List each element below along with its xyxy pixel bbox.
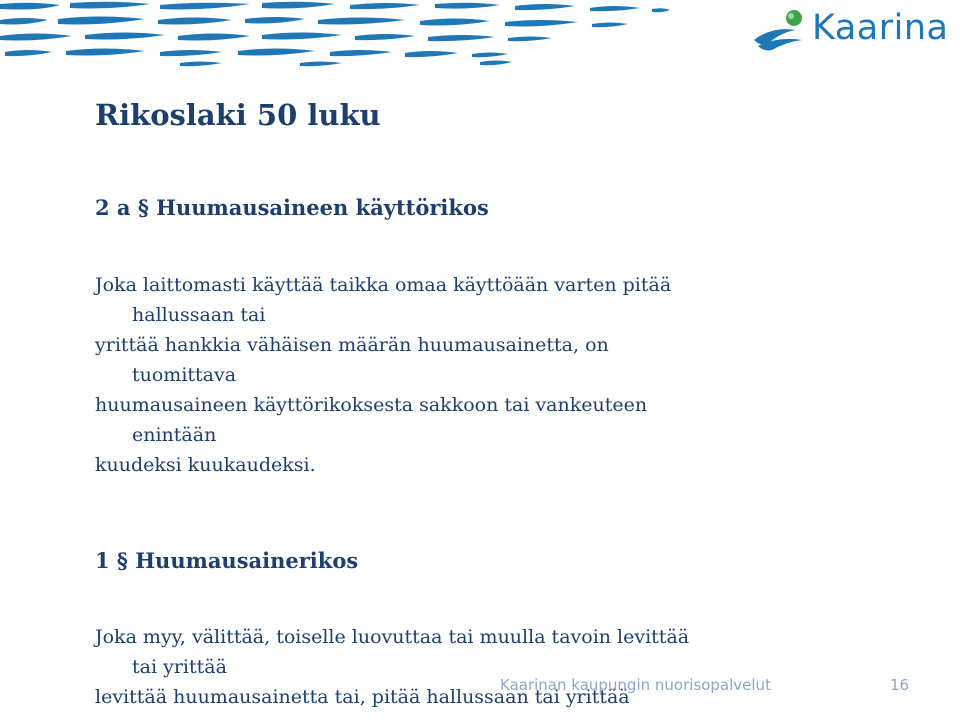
text-line: kuudeksi kuukaudeksi. xyxy=(95,454,316,476)
text-line: yrittää hankkia vähäisen määrän huumausainetta, on xyxy=(95,334,609,356)
text-line-continued: hallussaan tai xyxy=(132,304,266,326)
section-heading: 1 § Huumausainerikos xyxy=(95,548,359,573)
logo-text: Kaarina xyxy=(812,8,949,48)
text-line-continued: enintään xyxy=(132,424,217,446)
page-number: 16 xyxy=(890,676,910,694)
text-line: Joka laittomasti käyttää taikka omaa käyttöään varten pitää xyxy=(95,274,672,296)
wave-banner-decoration xyxy=(0,0,680,70)
section-huumausainerikos-text xyxy=(95,622,915,712)
text-line-continued: tai yrittää xyxy=(132,656,227,678)
section-kayttorikos xyxy=(95,195,915,221)
section-heading: 2 a § Huumausaineen käyttörikos xyxy=(95,195,489,220)
text-line: levittää huumausainetta tai, pitää hallussaan tai yrittää xyxy=(95,686,630,708)
slide-title: Rikoslaki 50 luku xyxy=(95,98,381,132)
kaarina-logo[interactable] xyxy=(752,6,957,52)
section-kayttorikos-text xyxy=(95,270,915,480)
text-line-continued: tuomittava xyxy=(132,364,237,386)
text-line: Joka myy, välittää, toiselle luovuttaa tai muulla tavoin levittää xyxy=(95,626,690,648)
footer-organization: Kaarinan kaupungin nuorisopalvelut xyxy=(500,676,771,694)
section-huumausainerikos xyxy=(95,548,915,574)
text-line: huumausaineen käyttörikoksesta sakkoon tai vankeuteen xyxy=(95,394,648,416)
kaarina-logo-mark-icon xyxy=(752,6,812,52)
